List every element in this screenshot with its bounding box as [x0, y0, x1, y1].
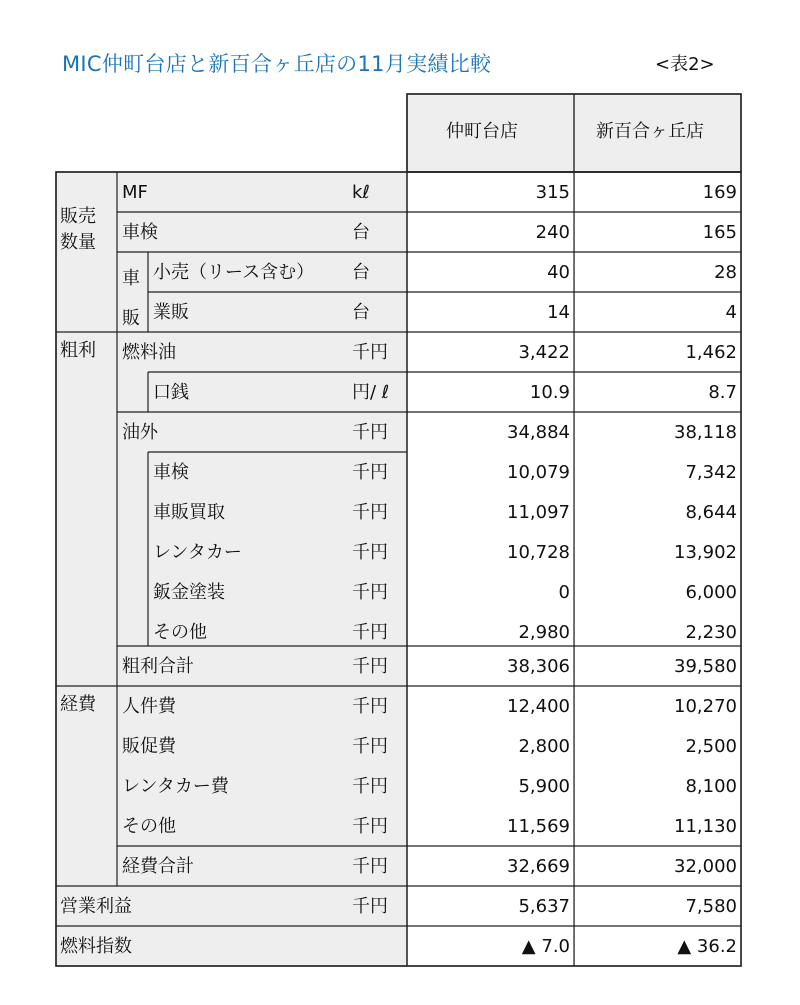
cell-shinyurigaoka: 38,118 [674, 422, 737, 443]
row-label: 口銭 [153, 382, 189, 403]
column-header-nakamachidai: 仲町台店 [446, 121, 518, 142]
cell-shinyurigaoka: 11,130 [674, 816, 737, 837]
row-unit: 千円 [352, 502, 388, 523]
cell-shinyurigaoka: 39,580 [674, 656, 737, 677]
row-label: 燃料油 [122, 342, 176, 363]
row-label: 営業利益 [60, 896, 132, 917]
group-sales-volume: 販売 数量 [60, 206, 96, 253]
cell-nakamachidai: 2,800 [518, 736, 570, 757]
row-unit: 千円 [352, 622, 388, 643]
group-car-sales: 車 販 [122, 268, 140, 329]
page-title: MIC仲町台店と新百合ヶ丘店の11月実績比較 [62, 52, 492, 76]
row-label: 小売（リース含む） [153, 262, 315, 283]
row-unit: 千円 [352, 816, 388, 837]
cell-nakamachidai: 3,422 [518, 342, 570, 363]
row-unit: 千円 [352, 342, 388, 363]
row-label: その他 [122, 816, 176, 837]
row-label: 車検 [153, 462, 189, 483]
row-unit: 千円 [352, 736, 388, 757]
cell-nakamachidai: 240 [535, 222, 570, 243]
row-unit: 千円 [352, 462, 388, 483]
cell-nakamachidai: 12,400 [507, 696, 570, 717]
cell-shinyurigaoka: 7,342 [685, 462, 737, 483]
cell-nakamachidai: 11,569 [507, 816, 570, 837]
cell-shinyurigaoka: 169 [702, 182, 737, 203]
row-label: 業販 [153, 302, 189, 323]
column-header-shinyurigaoka: 新百合ヶ丘店 [596, 121, 704, 142]
group-expenses: 経費 [60, 694, 96, 715]
row-label: 鈑金塗装 [153, 582, 225, 603]
cell-nakamachidai: 5,900 [518, 776, 570, 797]
row-label: 粗利合計 [122, 656, 194, 677]
row-unit: 千円 [352, 776, 388, 797]
row-label: MF [122, 182, 148, 203]
row-label: レンタカー費 [122, 776, 229, 797]
cell-shinyurigaoka: 28 [714, 262, 737, 283]
cell-shinyurigaoka: 10,270 [674, 696, 737, 717]
cell-shinyurigaoka: 4 [725, 302, 737, 323]
row-label: 油外 [122, 422, 158, 443]
group-gross-profit: 粗利 [60, 340, 96, 361]
row-unit: 台 [352, 262, 370, 283]
cell-shinyurigaoka: 8,100 [685, 776, 737, 797]
row-unit: 千円 [352, 582, 388, 603]
cell-nakamachidai: 0 [558, 582, 570, 603]
cell-nakamachidai: 5,637 [518, 896, 570, 917]
cell-nakamachidai: 34,884 [507, 422, 570, 443]
cell-shinyurigaoka: 13,902 [674, 542, 737, 563]
cell-nakamachidai: 315 [535, 182, 570, 203]
row-unit: 千円 [352, 422, 388, 443]
row-label: レンタカー [153, 542, 242, 563]
cell-shinyurigaoka: ▲ 36.2 [677, 936, 737, 957]
cell-shinyurigaoka: 1,462 [685, 342, 737, 363]
cell-nakamachidai: 10.9 [529, 382, 570, 403]
row-unit: 台 [352, 222, 370, 243]
cell-nakamachidai: 38,306 [507, 656, 570, 677]
cell-nakamachidai: 11,097 [507, 502, 570, 523]
row-label: 車検 [122, 222, 158, 243]
table-number: <表2> [655, 54, 715, 75]
cell-shinyurigaoka: 165 [702, 222, 737, 243]
cell-nakamachidai: 14 [547, 302, 570, 323]
row-unit: 千円 [352, 542, 388, 563]
row-unit: 円/ ℓ [352, 382, 390, 403]
cell-shinyurigaoka: 8,644 [685, 502, 737, 523]
row-unit: 台 [352, 302, 370, 323]
cell-nakamachidai: 40 [547, 262, 570, 283]
cell-shinyurigaoka: 6,000 [685, 582, 737, 603]
cell-shinyurigaoka: 2,500 [685, 736, 737, 757]
row-unit: 千円 [352, 896, 388, 917]
row-label: 販促費 [122, 736, 176, 757]
cell-nakamachidai: 32,669 [507, 856, 570, 877]
cell-shinyurigaoka: 7,580 [685, 896, 737, 917]
row-unit: 千円 [352, 656, 388, 677]
cell-shinyurigaoka: 2,230 [685, 622, 737, 643]
row-label: 人件費 [122, 696, 176, 717]
cell-nakamachidai: 10,728 [507, 542, 570, 563]
row-label: その他 [153, 622, 207, 643]
row-label: 燃料指数 [60, 936, 132, 957]
row-unit: kℓ [352, 182, 370, 203]
row-label: 車販買取 [153, 502, 225, 523]
cell-shinyurigaoka: 32,000 [674, 856, 737, 877]
row-unit: 千円 [352, 696, 388, 717]
row-unit: 千円 [352, 856, 388, 877]
cell-nakamachidai: 2,980 [518, 622, 570, 643]
row-label: 経費合計 [122, 856, 194, 877]
cell-shinyurigaoka: 8.7 [708, 382, 737, 403]
cell-nakamachidai: ▲ 7.0 [521, 936, 570, 957]
cell-nakamachidai: 10,079 [507, 462, 570, 483]
